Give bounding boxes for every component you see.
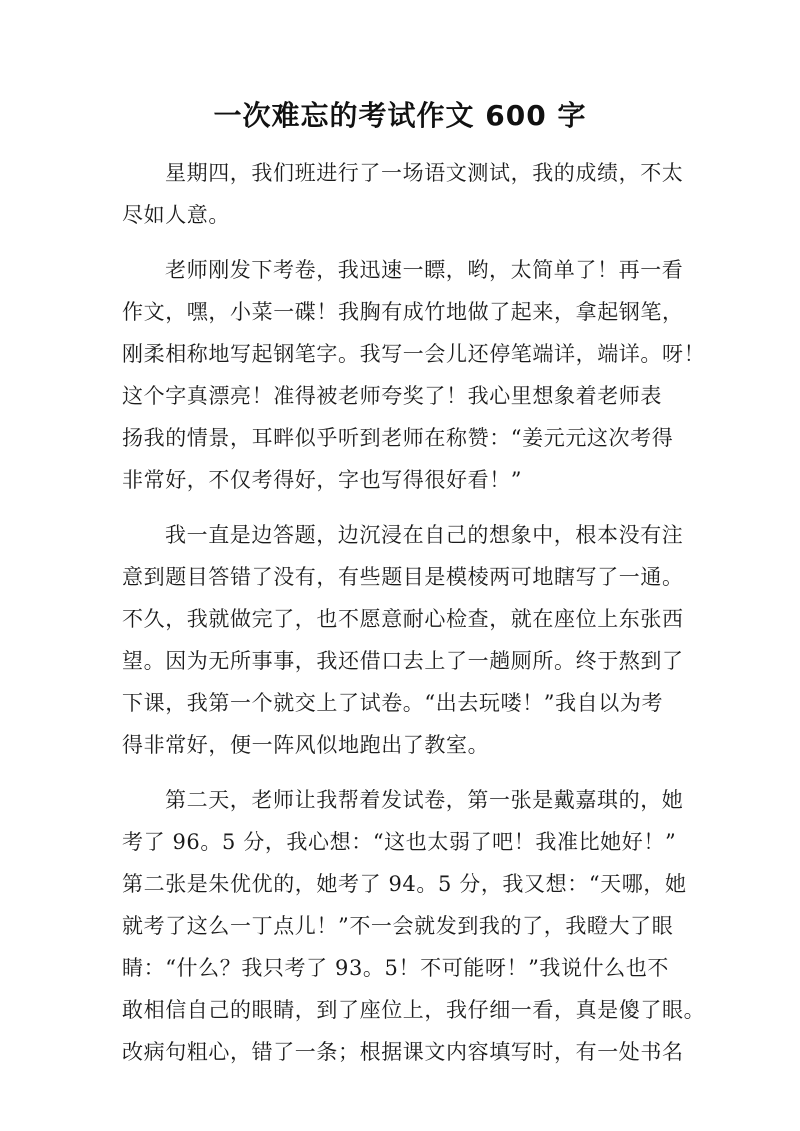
paragraph-line: 改病句粗心，错了一条；根据课文内容填写时，有一处书名 (122, 1040, 684, 1064)
paragraph-line: 星期四，我们班进行了一场语文测试，我的成绩，不太 (165, 161, 684, 185)
paragraph-line: 刚柔相称地写起钢笔字。我写一会儿还停笔端详，端详。呀！ (122, 342, 706, 366)
paragraph-line: 这个字真漂亮！准得被老师夸奖了！我心里想象着老师表 (122, 384, 662, 408)
paragraph-gap (122, 236, 684, 249)
paragraph-1 (122, 152, 684, 236)
paragraph-line: 望。因为无所事事，我还借口去上了一趟厕所。终于熬到了 (122, 649, 684, 673)
paragraph-line: 扬我的情景，耳畔似乎听到老师在称赞：“姜元元这次考得 (122, 426, 674, 450)
paragraph-line: 第二张是朱优优的，她考了 94。5 分，我又想：“天哪，她 (122, 872, 687, 896)
paragraph-gap (122, 501, 684, 514)
paragraph-line: 我一直是边答题，边沉浸在自己的想象中，根本没有注 (165, 523, 684, 547)
paragraph-2 (122, 249, 706, 501)
paragraph-line: 考了 96。5 分，我心想：“这也太弱了吧！我准比她好！” (122, 830, 677, 854)
paragraph-line: 作文，嘿，小菜一碟！我胸有成竹地做了起来，拿起钢笔， (122, 300, 684, 324)
paragraph-3 (122, 514, 684, 766)
paragraph-line: 就考了这么一丁点儿！”不一会就发到我的了，我瞪大了眼 (122, 914, 674, 938)
paragraph-gap (122, 766, 684, 779)
document-body (122, 152, 706, 1073)
paragraph-line: 得非常好，便一阵风似地跑出了教室。 (122, 733, 490, 757)
paragraph-line: 非常好，不仅考得好，字也写得很好看！” (122, 468, 523, 492)
paragraph-line: 敢相信自己的眼睛，到了座位上，我仔细一看，真是傻了眼。 (122, 998, 706, 1022)
paragraph-line: 尽如人意。 (122, 203, 230, 227)
paragraph-line: 下课，我第一个就交上了试卷。“出去玩喽！”我自以为考 (122, 691, 664, 715)
paragraph-line: 睛：“什么？我只考了 93。5！不可能呀！”我说什么也不 (122, 956, 670, 980)
paragraph-4 (122, 779, 706, 1073)
paragraph-line: 老师刚发下考卷，我迅速一瞟，哟，太简单了！再一看 (165, 258, 684, 282)
paragraph-line: 第二天，老师让我帮着发试卷，第一张是戴嘉琪的，她 (165, 788, 684, 812)
document-title: 一次难忘的考试作文 600 字 (213, 99, 587, 132)
paragraph-line: 意到题目答错了没有，有些题目是模棱两可地瞎写了一通。 (122, 565, 684, 589)
paragraph-line: 不久，我就做完了，也不愿意耐心检查，就在座位上东张西 (122, 607, 684, 631)
